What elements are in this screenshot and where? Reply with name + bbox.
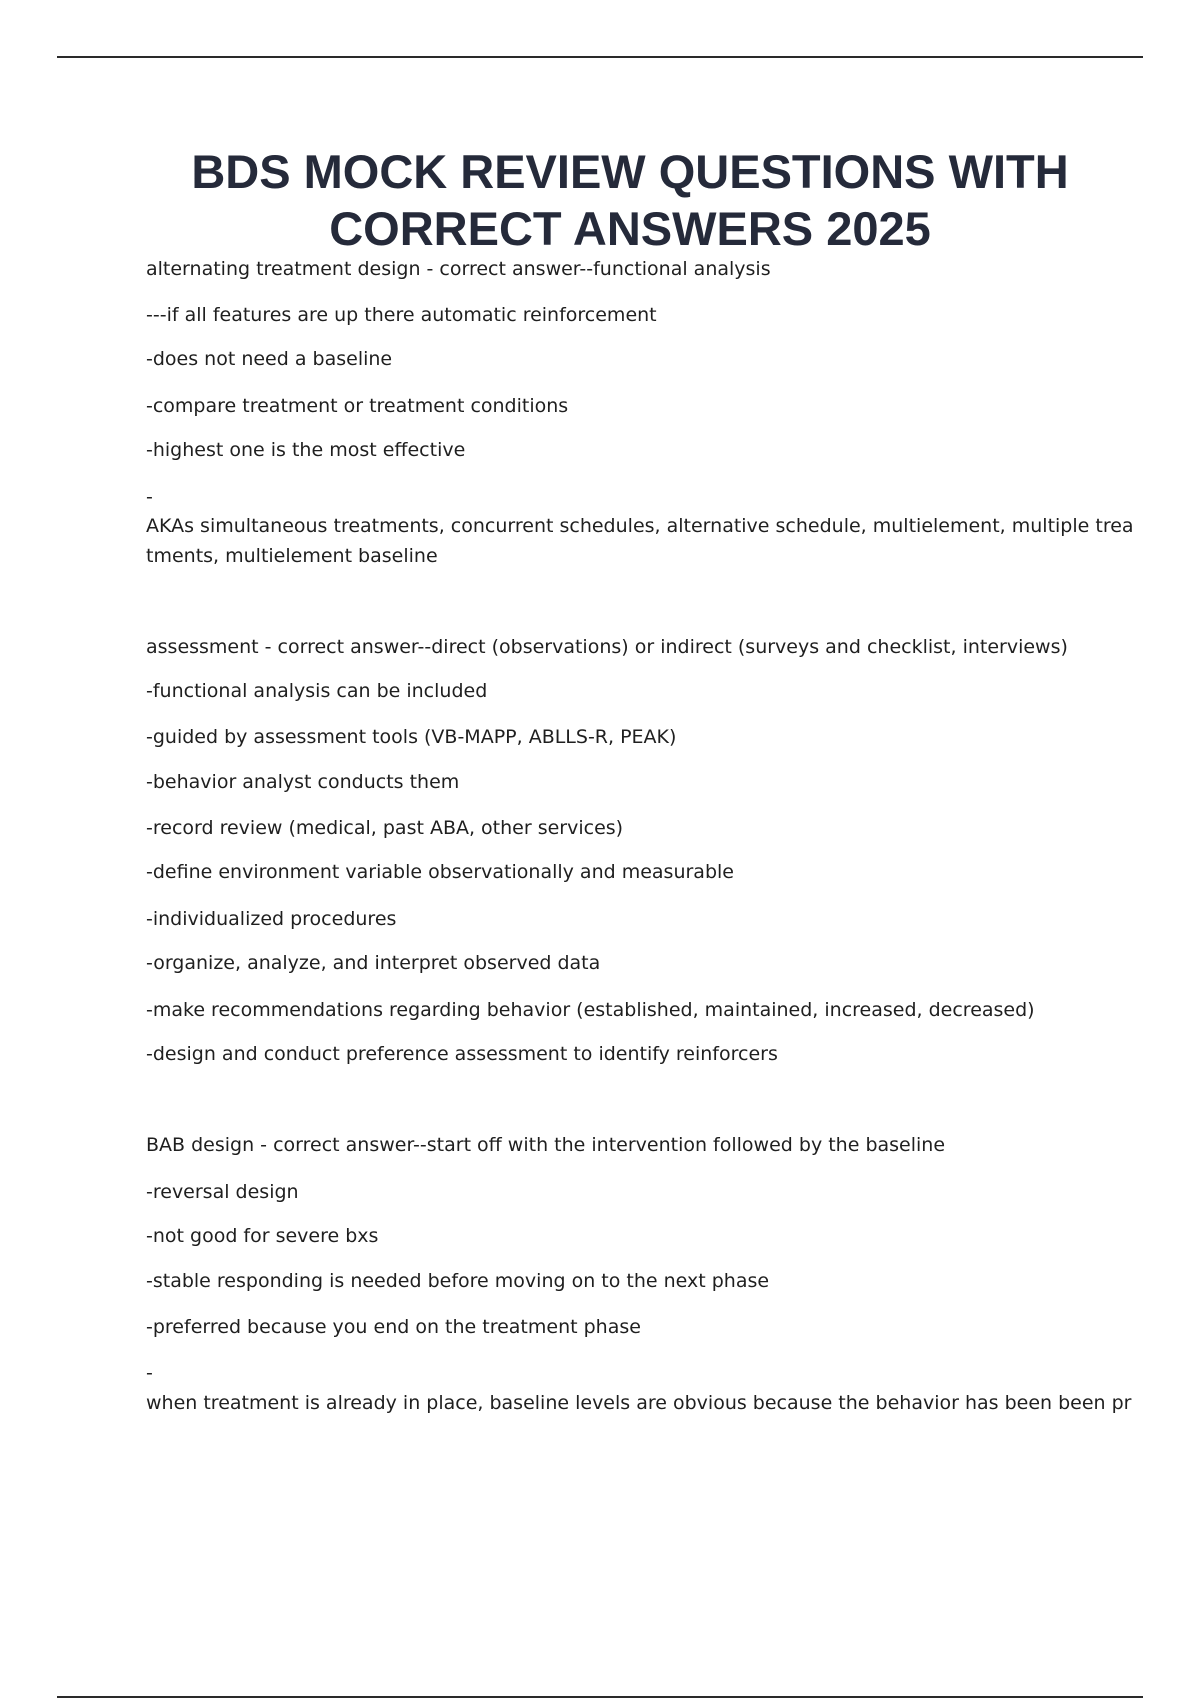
entry-bab-heading: BAB design - correct answer--start off with the intervention followed by the baseline — [146, 1134, 946, 1156]
entry-assessment-line: -behavior analyst conducts them — [146, 771, 460, 793]
title-line-1: BDS MOCK REVIEW QUESTIONS WITH — [191, 145, 1069, 198]
entry-assessment-line: -guided by assessment tools (VB-MAPP, ABLLS-R, PEAK) — [146, 726, 677, 748]
entry-bab-line: -preferred because you end on the treatment phase — [146, 1316, 641, 1338]
entry-bab-dash: - — [146, 1362, 153, 1384]
entry-assessment-line: -design and conduct preference assessment to identify reinforcers — [146, 1043, 778, 1065]
title-line-2: CORRECT ANSWERS 2025 — [329, 202, 931, 255]
bottom-rule — [57, 1696, 1143, 1698]
entry-alternating-line: -compare treatment or treatment conditions — [146, 395, 569, 417]
entry-alternating-line: -does not need a baseline — [146, 348, 393, 370]
document-title — [80, 143, 1180, 257]
entry-assessment-line: -define environment variable observationally and measurable — [146, 861, 734, 883]
entry-alternating-heading: alternating treatment design - correct answer--functional analysis — [146, 258, 771, 280]
entry-assessment-line: -record review (medical, past ABA, other services) — [146, 817, 624, 839]
entry-alternating-line: ---if all features are up there automatic reinforcement — [146, 304, 657, 326]
top-rule — [57, 56, 1143, 58]
entry-assessment-line: -organize, analyze, and interpret observed data — [146, 952, 601, 974]
entry-assessment-heading: assessment - correct answer--direct (observations) or indirect (surveys and checklist, interviews) — [146, 636, 1068, 658]
entry-alternating-line: -highest one is the most effective — [146, 439, 466, 461]
entry-alternating-aka: AKAs simultaneous treatments, concurrent schedules, alternative schedule, multielement, multiple trea — [146, 515, 1134, 537]
entry-assessment-line: -individualized procedures — [146, 908, 397, 930]
entry-bab-line: -not good for severe bxs — [146, 1225, 379, 1247]
entry-alternating-aka-cont: tments, multielement baseline — [146, 545, 438, 567]
entry-assessment-line: -functional analysis can be included — [146, 680, 488, 702]
entry-assessment-line: -make recommendations regarding behavior (established, maintained, increased, decreased) — [146, 999, 1035, 1021]
entry-alternating-dash: - — [146, 486, 153, 508]
entry-bab-line: -reversal design — [146, 1181, 299, 1203]
entry-bab-line: -stable responding is needed before moving on to the next phase — [146, 1270, 770, 1292]
entry-bab-line: when treatment is already in place, baseline levels are obvious because the behavior has been been pr — [146, 1392, 1132, 1414]
